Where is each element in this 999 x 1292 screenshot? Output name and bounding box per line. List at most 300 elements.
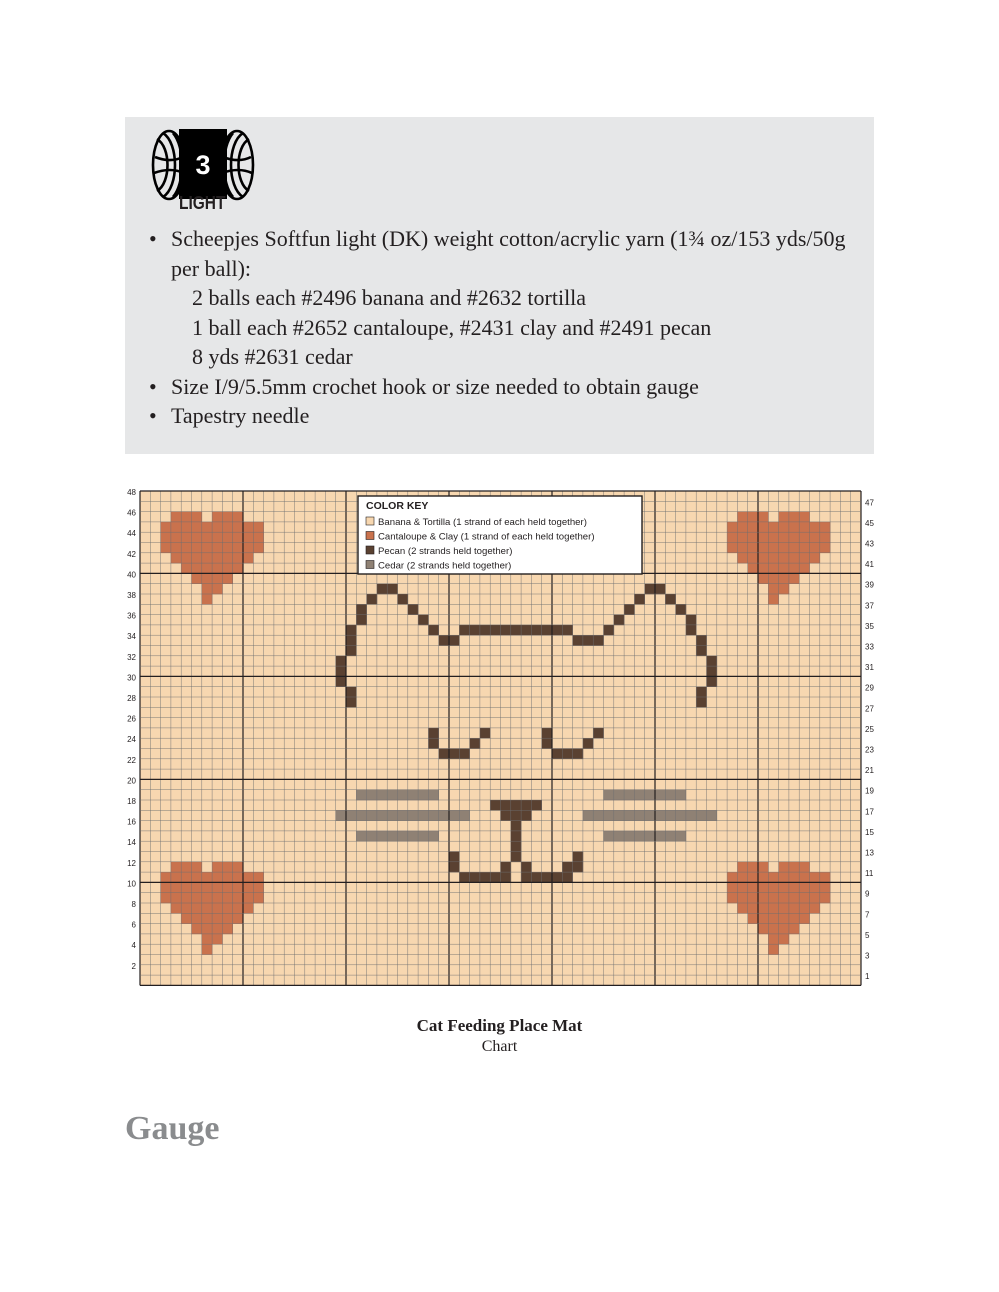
- chart-stitch: [542, 872, 553, 883]
- chart-stitch: [439, 635, 450, 646]
- chart-stitch: [222, 512, 233, 523]
- chart-stitch: [655, 810, 666, 821]
- list-item: [149, 372, 849, 402]
- chart-stitch: [233, 872, 244, 883]
- chart-stitch: [779, 563, 790, 574]
- chart-row-label-left: 30: [127, 673, 136, 683]
- color-key-title: COLOR KEY: [366, 500, 429, 512]
- chart-stitch: [202, 532, 213, 543]
- chart-stitch: [789, 924, 800, 935]
- chart-stitch: [542, 738, 553, 749]
- chart-stitch: [779, 872, 790, 883]
- chart-stitch: [779, 924, 790, 935]
- chart-stitch: [253, 543, 264, 554]
- chart-stitch: [624, 790, 635, 801]
- chart-stitch: [531, 625, 542, 636]
- chart-stitch: [758, 553, 769, 564]
- chart-stitch: [470, 738, 481, 749]
- chart-caption-subtitle: Chart: [481, 1038, 518, 1055]
- chart-stitch: [768, 563, 779, 574]
- chart-stitch: [737, 532, 748, 543]
- chart-stitch: [367, 810, 378, 821]
- chart-stitch: [408, 810, 419, 821]
- chart-stitch: [768, 882, 779, 893]
- chart-stitch: [707, 810, 718, 821]
- chart-stitch: [418, 810, 429, 821]
- materials-panel: [125, 117, 874, 454]
- chart-stitch: [789, 532, 800, 543]
- bullet: •: [149, 403, 157, 428]
- chart-stitch: [356, 604, 367, 615]
- chart-stitch: [222, 543, 233, 554]
- chart-stitch: [789, 903, 800, 914]
- chart-stitch: [583, 810, 594, 821]
- chart-stitch: [511, 800, 522, 811]
- chart-stitch: [799, 563, 810, 574]
- chart-stitch: [202, 872, 213, 883]
- chart-stitch: [511, 625, 522, 636]
- chart-stitch: [243, 903, 254, 914]
- chart-stitch: [748, 512, 759, 523]
- chart-stitch: [367, 594, 378, 605]
- chart-stitch: [161, 872, 172, 883]
- chart-stitch: [634, 810, 645, 821]
- chart-stitch: [748, 532, 759, 543]
- chart-stitch: [449, 810, 460, 821]
- chart-stitch: [192, 924, 203, 935]
- chart-stitch: [665, 831, 676, 842]
- chart-stitch: [768, 872, 779, 883]
- chart-stitch: [192, 543, 203, 554]
- chart-stitch: [614, 790, 625, 801]
- chart-stitch: [665, 594, 676, 605]
- chart-stitch: [243, 553, 254, 564]
- chart-row-label-left: 6: [131, 920, 136, 930]
- color-key-swatch: [366, 517, 374, 525]
- chart-stitch: [820, 872, 831, 883]
- chart-stitch: [737, 882, 748, 893]
- chart-stitch: [222, 882, 233, 893]
- chart-stitch: [181, 862, 192, 873]
- chart-stitch: [192, 872, 203, 883]
- chart-stitch: [336, 666, 347, 677]
- chart-stitch: [222, 553, 233, 564]
- chart-stitch: [686, 615, 697, 626]
- chart-stitch: [243, 543, 254, 554]
- chart-stitch: [779, 584, 790, 595]
- chart-stitch: [789, 563, 800, 574]
- chart-stitch: [192, 522, 203, 533]
- chart-stitch: [212, 872, 223, 883]
- chart-row-label-left: 8: [131, 900, 136, 909]
- chart-stitch: [624, 810, 635, 821]
- chart-stitch: [707, 656, 718, 667]
- chart-stitch: [562, 872, 573, 883]
- chart-stitch: [449, 749, 460, 760]
- chart-stitch: [181, 553, 192, 564]
- chart-stitch: [748, 872, 759, 883]
- chart-stitch: [727, 522, 738, 533]
- chart-stitch: [233, 512, 244, 523]
- chart-stitch: [737, 893, 748, 904]
- chart-stitch: [212, 893, 223, 904]
- chart-row-label-right: 17: [865, 807, 874, 817]
- chart-stitch: [233, 893, 244, 904]
- chart-stitch: [737, 862, 748, 873]
- chart-stitch: [810, 553, 821, 564]
- chart-stitch: [552, 625, 563, 636]
- chart-stitch: [634, 790, 645, 801]
- chart-stitch: [377, 810, 388, 821]
- chart-stitch: [222, 903, 233, 914]
- chart-stitch: [768, 584, 779, 595]
- color-key-entry: Cedar (2 strands held together): [378, 560, 512, 572]
- chart-stitch: [748, 543, 759, 554]
- chart-stitch: [614, 810, 625, 821]
- chart-stitch: [171, 512, 182, 523]
- chart-stitch: [779, 893, 790, 904]
- chart-stitch: [768, 913, 779, 924]
- chart-row-label-right: 45: [865, 518, 874, 528]
- chart-stitch: [212, 573, 223, 584]
- chart-stitch: [346, 697, 357, 708]
- chart-stitch: [222, 532, 233, 543]
- chart-stitch: [593, 635, 604, 646]
- chart-stitch: [480, 872, 491, 883]
- chart-stitch: [768, 553, 779, 564]
- chart-stitch: [789, 553, 800, 564]
- chart-stitch: [799, 872, 810, 883]
- chart-stitch: [593, 810, 604, 821]
- chart-stitch: [387, 790, 398, 801]
- chart-stitch: [181, 563, 192, 574]
- chart-stitch: [645, 790, 656, 801]
- chart-stitch: [161, 893, 172, 904]
- chart-stitch: [222, 862, 233, 873]
- chart-stitch: [820, 893, 831, 904]
- chart-row-label-left: 12: [127, 858, 136, 868]
- chart-stitch: [789, 512, 800, 523]
- chart-stitch: [768, 903, 779, 914]
- chart-stitch: [511, 810, 522, 821]
- chart-row-label-left: 28: [127, 694, 136, 703]
- bullet: •: [149, 373, 157, 399]
- chart-stitch: [202, 594, 213, 605]
- chart-row-label-right: 1: [865, 972, 870, 982]
- chart-stitch: [192, 553, 203, 564]
- chart-stitch: [779, 882, 790, 893]
- chart-stitch: [810, 872, 821, 883]
- list-item: [149, 224, 849, 372]
- chart-stitch: [470, 872, 481, 883]
- chart-stitch: [449, 852, 460, 863]
- chart-stitch: [810, 893, 821, 904]
- chart-stitch: [655, 790, 666, 801]
- chart-stitch: [253, 893, 264, 904]
- chart-stitch: [212, 862, 223, 873]
- chart-row-label-left: 22: [127, 755, 136, 765]
- chart-row-label-right: 13: [865, 848, 874, 858]
- chart-stitch: [789, 872, 800, 883]
- chart: [118, 484, 882, 994]
- chart-stitch: [171, 553, 182, 564]
- chart-row-label-left: 4: [131, 941, 136, 951]
- chart-stitch: [799, 522, 810, 533]
- chart-stitch: [552, 749, 563, 760]
- chart-stitch: [161, 522, 172, 533]
- chart-stitch: [171, 882, 182, 893]
- yarn-weight-label: LIGHT: [179, 193, 226, 213]
- chart-stitch: [758, 543, 769, 554]
- chart-stitch: [552, 872, 563, 883]
- chart-stitch: [336, 676, 347, 687]
- chart-row-label-left: 46: [127, 508, 136, 518]
- chart-stitch: [233, 553, 244, 564]
- chart-stitch: [521, 872, 532, 883]
- chart-stitch: [212, 543, 223, 554]
- chart-stitch: [655, 831, 666, 842]
- chart-stitch: [470, 625, 481, 636]
- chart-stitch: [212, 913, 223, 924]
- chart-stitch: [212, 563, 223, 574]
- material-sub-item: 8 yds #2631 cedar: [192, 344, 353, 369]
- chart-grid-svg: [118, 484, 882, 994]
- chart-stitch: [192, 913, 203, 924]
- chart-stitch: [202, 893, 213, 904]
- chart-stitch: [202, 913, 213, 924]
- chart-row-label-right: 15: [865, 827, 874, 837]
- chart-stitch: [727, 543, 738, 554]
- chart-stitch: [511, 852, 522, 863]
- chart-stitch: [356, 810, 367, 821]
- material-hook: Size I/9/5.5mm crochet hook or size needed to obtain gauge: [171, 373, 699, 399]
- chart-stitch: [212, 522, 223, 533]
- chart-stitch: [171, 522, 182, 533]
- chart-stitch: [222, 913, 233, 924]
- chart-stitch: [346, 635, 357, 646]
- chart-caption-title: Cat Feeding Place Mat: [416, 1016, 583, 1035]
- chart-stitch: [222, 893, 233, 904]
- chart-stitch: [779, 522, 790, 533]
- color-key-swatch: [366, 532, 374, 540]
- chart-stitch: [449, 635, 460, 646]
- chart-stitch: [604, 625, 615, 636]
- chart-stitch: [212, 903, 223, 914]
- chart-stitch: [707, 666, 718, 677]
- chart-stitch: [181, 872, 192, 883]
- chart-stitch: [356, 831, 367, 842]
- chart-stitch: [243, 522, 254, 533]
- chart-stitch: [768, 944, 779, 955]
- materials-list: [149, 224, 849, 431]
- chart-stitch: [542, 625, 553, 636]
- yarn-weight-number: 3: [195, 150, 211, 180]
- chart-stitch: [387, 584, 398, 595]
- chart-stitch: [758, 924, 769, 935]
- chart-stitch: [490, 625, 501, 636]
- chart-stitch: [810, 543, 821, 554]
- chart-stitch: [758, 903, 769, 914]
- chart-stitch: [521, 810, 532, 821]
- chart-stitch: [562, 749, 573, 760]
- chart-stitch: [758, 862, 769, 873]
- chart-stitch: [459, 625, 470, 636]
- chart-stitch: [243, 532, 254, 543]
- chart-stitch: [336, 656, 347, 667]
- chart-stitch: [212, 882, 223, 893]
- chart-stitch: [408, 604, 419, 615]
- chart-stitch: [480, 728, 491, 739]
- chart-stitch: [696, 635, 707, 646]
- chart-stitch: [645, 584, 656, 595]
- chart-stitch: [346, 646, 357, 657]
- chart-stitch: [758, 563, 769, 574]
- chart-stitch: [737, 512, 748, 523]
- chart-stitch: [161, 532, 172, 543]
- chart-stitch: [810, 532, 821, 543]
- chart-stitch: [202, 573, 213, 584]
- chart-row-label-left: 16: [127, 817, 136, 827]
- chart-row-label-right: 29: [865, 683, 874, 693]
- chart-stitch: [820, 522, 831, 533]
- chart-stitch: [222, 573, 233, 584]
- chart-stitch: [686, 810, 697, 821]
- chart-stitch: [748, 882, 759, 893]
- chart-stitch: [768, 573, 779, 584]
- chart-stitch: [192, 882, 203, 893]
- chart-stitch: [727, 893, 738, 904]
- chart-stitch: [799, 862, 810, 873]
- chart-stitch: [748, 903, 759, 914]
- chart-stitch: [727, 872, 738, 883]
- chart-stitch: [428, 810, 439, 821]
- chart-stitch: [439, 749, 450, 760]
- chart-stitch: [428, 625, 439, 636]
- chart-stitch: [480, 625, 491, 636]
- chart-stitch: [181, 913, 192, 924]
- chart-row-label-left: 48: [127, 488, 136, 497]
- chart-stitch: [799, 553, 810, 564]
- chart-stitch: [799, 903, 810, 914]
- chart-stitch: [820, 882, 831, 893]
- material-sub-item: 2 balls each #2496 banana and #2632 tortilla: [192, 285, 587, 310]
- chart-stitch: [233, 532, 244, 543]
- chart-stitch: [181, 532, 192, 543]
- chart-stitch: [521, 800, 532, 811]
- chart-stitch: [768, 522, 779, 533]
- chart-stitch: [696, 697, 707, 708]
- chart-stitch: [511, 831, 522, 842]
- chart-stitch: [336, 810, 347, 821]
- chart-stitch: [171, 903, 182, 914]
- chart-row-label-right: 43: [865, 539, 874, 549]
- chart-stitch: [181, 512, 192, 523]
- chart-row-label-left: 26: [127, 714, 136, 724]
- chart-stitch: [181, 893, 192, 904]
- chart-stitch: [758, 512, 769, 523]
- chart-row-label-left: 40: [127, 570, 136, 580]
- chart-row-label-right: 21: [865, 766, 874, 776]
- chart-stitch: [727, 882, 738, 893]
- chart-stitch: [789, 893, 800, 904]
- color-key-entry: Cantaloupe & Clay (1 strand of each held together): [378, 531, 595, 543]
- chart-stitch: [377, 831, 388, 842]
- chart-stitch: [233, 522, 244, 533]
- color-key-swatch: [366, 561, 374, 569]
- chart-stitch: [820, 532, 831, 543]
- chart-stitch: [779, 862, 790, 873]
- chart-stitch: [233, 543, 244, 554]
- chart-row-label-left: 18: [127, 797, 136, 806]
- chart-stitch: [233, 563, 244, 574]
- chart-row-label-left: 44: [127, 529, 136, 539]
- chart-stitch: [562, 862, 573, 873]
- chart-stitch: [181, 522, 192, 533]
- chart-stitch: [573, 749, 584, 760]
- chart-stitch: [634, 831, 645, 842]
- chart-stitch: [748, 522, 759, 533]
- chart-stitch: [192, 573, 203, 584]
- chart-stitch: [768, 543, 779, 554]
- chart-stitch: [233, 862, 244, 873]
- chart-stitch: [181, 543, 192, 554]
- chart-stitch: [779, 512, 790, 523]
- chart-stitch: [222, 522, 233, 533]
- chart-stitch: [459, 810, 470, 821]
- chart-stitch: [501, 862, 512, 873]
- chart-stitch: [398, 831, 409, 842]
- chart-row-label-left: 14: [127, 838, 136, 848]
- chart-stitch: [387, 831, 398, 842]
- chart-stitch: [192, 532, 203, 543]
- chart-stitch: [202, 903, 213, 914]
- chart-stitch: [171, 872, 182, 883]
- color-key-entry: Pecan (2 strands held together): [378, 546, 513, 557]
- chart-stitch: [768, 934, 779, 945]
- chart-stitch: [768, 924, 779, 935]
- material-sub-item: 1 ball each #2652 cantaloupe, #2431 clay and #2491 pecan: [192, 314, 712, 340]
- color-key: [358, 496, 642, 574]
- chart-stitch: [398, 790, 409, 801]
- chart-stitch: [768, 532, 779, 543]
- chart-stitch: [758, 882, 769, 893]
- chart-stitch: [212, 924, 223, 935]
- chart-stitch: [758, 532, 769, 543]
- chart-stitch: [356, 615, 367, 626]
- chart-stitch: [161, 543, 172, 554]
- bullet: •: [149, 226, 157, 251]
- chart-stitch: [624, 604, 635, 615]
- chart-stitch: [799, 893, 810, 904]
- chart-stitch: [810, 903, 821, 914]
- chart-stitch: [192, 862, 203, 873]
- chart-stitch: [501, 625, 512, 636]
- chart-row-label-right: 25: [865, 724, 874, 734]
- chart-stitch: [614, 615, 625, 626]
- chart-stitch: [779, 543, 790, 554]
- chart-row-label-left: 20: [127, 776, 136, 786]
- chart-stitch: [161, 882, 172, 893]
- chart-stitch: [212, 584, 223, 595]
- chart-stitch: [789, 522, 800, 533]
- chart-row-label-left: 32: [127, 652, 136, 662]
- chart-stitch: [737, 553, 748, 564]
- chart-stitch: [233, 903, 244, 914]
- chart-row-label-left: 38: [127, 591, 136, 600]
- chart-stitch: [428, 831, 439, 842]
- chart-stitch: [686, 625, 697, 636]
- chart-stitch: [222, 872, 233, 883]
